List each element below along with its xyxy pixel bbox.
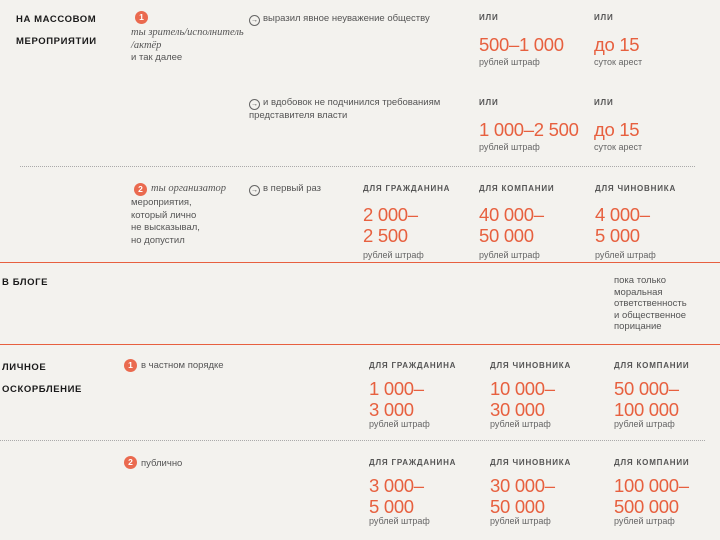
- section-divider: [0, 344, 720, 345]
- arrow-right-icon: →: [251, 187, 258, 194]
- fine-amount: 30 000– 50 000: [490, 475, 555, 517]
- fine-amount: 1 000– 3 000: [369, 378, 424, 420]
- fine-unit: рублей штраф: [369, 516, 430, 526]
- subject-line: но допустил: [131, 234, 185, 246]
- condition: → в первый раз: [251, 183, 322, 194]
- fine-unit: рублей штраф: [369, 419, 430, 429]
- number-badge: 1: [124, 359, 137, 372]
- dotted-divider: [20, 166, 695, 167]
- arrest-unit: суток арест: [594, 142, 643, 152]
- fine-amount: 1 000–2 500: [479, 119, 579, 140]
- section-title-line: НА МАССОВОМ: [16, 14, 97, 25]
- section-title-line: МЕРОПРИЯТИИ: [16, 36, 97, 47]
- subject-line: мероприятия,: [131, 197, 192, 208]
- fine-amount: 500–1 000: [479, 34, 564, 55]
- subject-description: [131, 27, 244, 65]
- column-header-official: ДЛЯ ЧИНОВНИКА: [490, 458, 572, 467]
- fine-unit: рублей штраф: [479, 57, 540, 67]
- section-title-blog: В БЛОГЕ: [2, 277, 49, 288]
- blog-note: пока только моральная ответственность и общественное порицание: [614, 275, 687, 332]
- fine-amount: 10 000– 30 000: [490, 378, 555, 420]
- section-divider: [0, 262, 720, 263]
- fine-unit: рублей штраф: [595, 250, 656, 260]
- arrow-right-icon: →: [251, 17, 258, 24]
- fine-amount: 40 000– 50 000: [479, 204, 544, 246]
- subject-italic: ты организатор: [151, 183, 227, 194]
- column-header-official: ДЛЯ ЧИНОВНИКА: [490, 361, 572, 370]
- arrest-unit: суток арест: [594, 57, 643, 67]
- fine-unit: рублей штраф: [363, 250, 424, 260]
- column-header-company: ДЛЯ КОМПАНИИ: [614, 361, 690, 370]
- fine-amount: 4 000– 5 000: [595, 204, 650, 246]
- or-label: ИЛИ: [594, 98, 614, 107]
- subject-line: ты зритель/исполнитель: [131, 27, 244, 38]
- arrow-right-icon: →: [251, 101, 258, 108]
- column-header-company: ДЛЯ КОМПАНИИ: [479, 184, 555, 193]
- section-title-mass-event: [16, 9, 97, 53]
- subject-line: /актёр: [131, 39, 162, 51]
- insult-mode: в частном порядке: [141, 360, 224, 371]
- fine-unit: рублей штраф: [614, 516, 675, 526]
- number-badge: 2: [124, 456, 137, 469]
- number-badge: 2: [134, 183, 147, 196]
- number-badge: 1: [135, 11, 148, 24]
- fine-amount: 3 000– 5 000: [369, 475, 424, 517]
- column-header-citizen: ДЛЯ ГРАЖДАНИНА: [363, 184, 451, 193]
- dotted-divider: [0, 440, 705, 441]
- fine-unit: рублей штраф: [479, 250, 540, 260]
- insult-mode: публично: [141, 458, 183, 469]
- fine-unit: рублей штраф: [490, 419, 551, 429]
- fine-unit: рублей штраф: [614, 419, 675, 429]
- column-header-citizen: ДЛЯ ГРАЖДАНИНА: [369, 458, 457, 467]
- fine-unit: рублей штраф: [479, 142, 540, 152]
- subject-line: не высказывал,: [131, 222, 200, 233]
- subject-description: [131, 197, 200, 247]
- fine-amount: 100 000– 500 000: [614, 475, 689, 517]
- section-title-line: ЛИЧНОЕ: [2, 362, 47, 373]
- section-title-personal: [2, 357, 82, 401]
- column-header-company: ДЛЯ КОМПАНИИ: [614, 458, 690, 467]
- or-label: ИЛИ: [594, 13, 614, 22]
- fine-unit: рублей штраф: [490, 516, 551, 526]
- condition: → и вдобовок не подчинился требованиям представителя власти: [249, 97, 441, 121]
- or-label: ИЛИ: [479, 98, 499, 107]
- subject-line: который лично: [131, 209, 197, 221]
- column-header-citizen: ДЛЯ ГРАЖДАНИНА: [369, 361, 457, 370]
- fine-amount: 2 000– 2 500: [363, 204, 418, 246]
- subject-line: и так далее: [131, 52, 183, 63]
- column-header-official: ДЛЯ ЧИНОВНИКА: [595, 184, 677, 193]
- arrest-amount: до 15: [594, 119, 640, 140]
- section-title-line: ОСКОРБЛЕНИЕ: [2, 384, 82, 395]
- condition: → выразил явное неуважение обществу: [251, 13, 430, 24]
- fine-amount: 50 000– 100 000: [614, 378, 679, 420]
- arrest-amount: до 15: [594, 34, 640, 55]
- or-label: ИЛИ: [479, 13, 499, 22]
